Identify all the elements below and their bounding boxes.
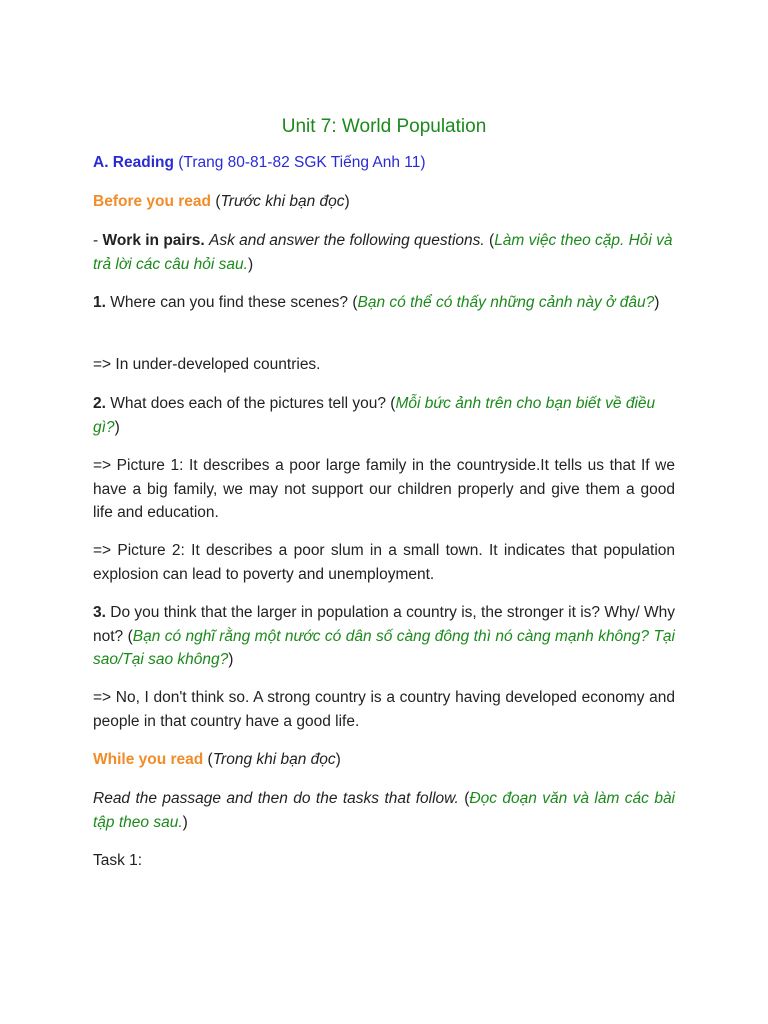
q3-text: Do you think that the larger in population a country is, the stronger it is? Why/ Why not?	[93, 604, 675, 645]
task-1-label: Task 1:	[93, 852, 143, 869]
work-in-pairs-instruction: - Work in pairs. Ask and answer the following questions. (Làm việc theo cặp. Hỏi và trả lời các câu hỏi sau.)	[93, 232, 673, 273]
q3-number: 3.	[93, 604, 106, 621]
before-heading-vn: Trước khi bạn đọc	[220, 193, 345, 210]
while-heading-en: While you read	[93, 751, 204, 768]
question-1: 1. Where can you find these scenes? (Bạn có thể có thấy những cảnh này ở đâu?)	[93, 294, 660, 311]
before-heading-en: Before you read	[93, 193, 212, 210]
answer-2-picture-1: => Picture 1: It describes a poor large family in the countryside.It tells us that If we have a big family, we may not support our children properly and give them a good life and education.	[93, 457, 675, 521]
while-heading-vn: Trong khi bạn đọc	[212, 751, 336, 768]
passage-instruction: Read the passage and then do the tasks that follow. (Đọc đoạn văn và làm các bài tập theo sau.)	[93, 790, 676, 831]
before-you-read-heading: Before you read (Trước khi bạn đọc)	[93, 193, 350, 210]
question-2: 2. What does each of the pictures tell you? (Mỗi bức ảnh trên cho bạn biết về điều gì?)	[93, 395, 656, 436]
q2-number: 2.	[93, 395, 106, 412]
answer-1: => In under-developed countries.	[93, 356, 321, 373]
passage-vn: Đọc đoạn văn và làm các bài tập theo sau.	[93, 790, 676, 831]
work-vn: Làm việc theo cặp. Hỏi và trả lời các câu hỏi sau.	[93, 232, 673, 273]
section-a-heading	[93, 151, 675, 175]
answer-3: => No, I don't think so. A strong country is a country having developed economy and people in that country have a good life.	[93, 689, 675, 730]
q2-text: What does each of the pictures tell you?	[110, 395, 386, 412]
q3-vn: Bạn có nghĩ rằng một nước có dân số càng đông thì nó càng mạnh không? Tại sao/Tại sao không?	[93, 627, 675, 668]
question-3: 3. Do you think that the larger in population a country is, the stronger it is? Why/ Why not? (Bạn có nghĩ rằng một nước có dân số càng đông thì nó càng mạnh không? Tại sao/Tại sao không?)	[93, 604, 675, 668]
q1-text: Where can you find these scenes?	[110, 294, 349, 311]
work-lead: Work in pairs.	[102, 232, 205, 249]
q1-number: 1.	[93, 294, 106, 311]
work-en: Ask and answer the following questions.	[209, 232, 485, 249]
q1-vn: Bạn có thể có thấy những cảnh này ở đâu?	[357, 294, 655, 311]
section-a-ref: (Trang 80-81-82 SGK Tiếng Anh 11)	[178, 154, 426, 171]
while-you-read-heading: While you read (Trong khi bạn đọc)	[93, 751, 341, 768]
page-title: Unit 7: World Population	[281, 116, 487, 137]
q2-vn: Mỗi bức ảnh trên cho bạn biết về điều gì?	[93, 395, 656, 436]
passage-en: Read the passage and then do the tasks that follow.	[93, 790, 459, 807]
section-a-label: A. Reading	[93, 154, 174, 171]
answer-2-picture-2: => Picture 2: It describes a poor slum in a small town. It indicates that population explosion can lead to poverty and unemployment.	[93, 542, 675, 583]
